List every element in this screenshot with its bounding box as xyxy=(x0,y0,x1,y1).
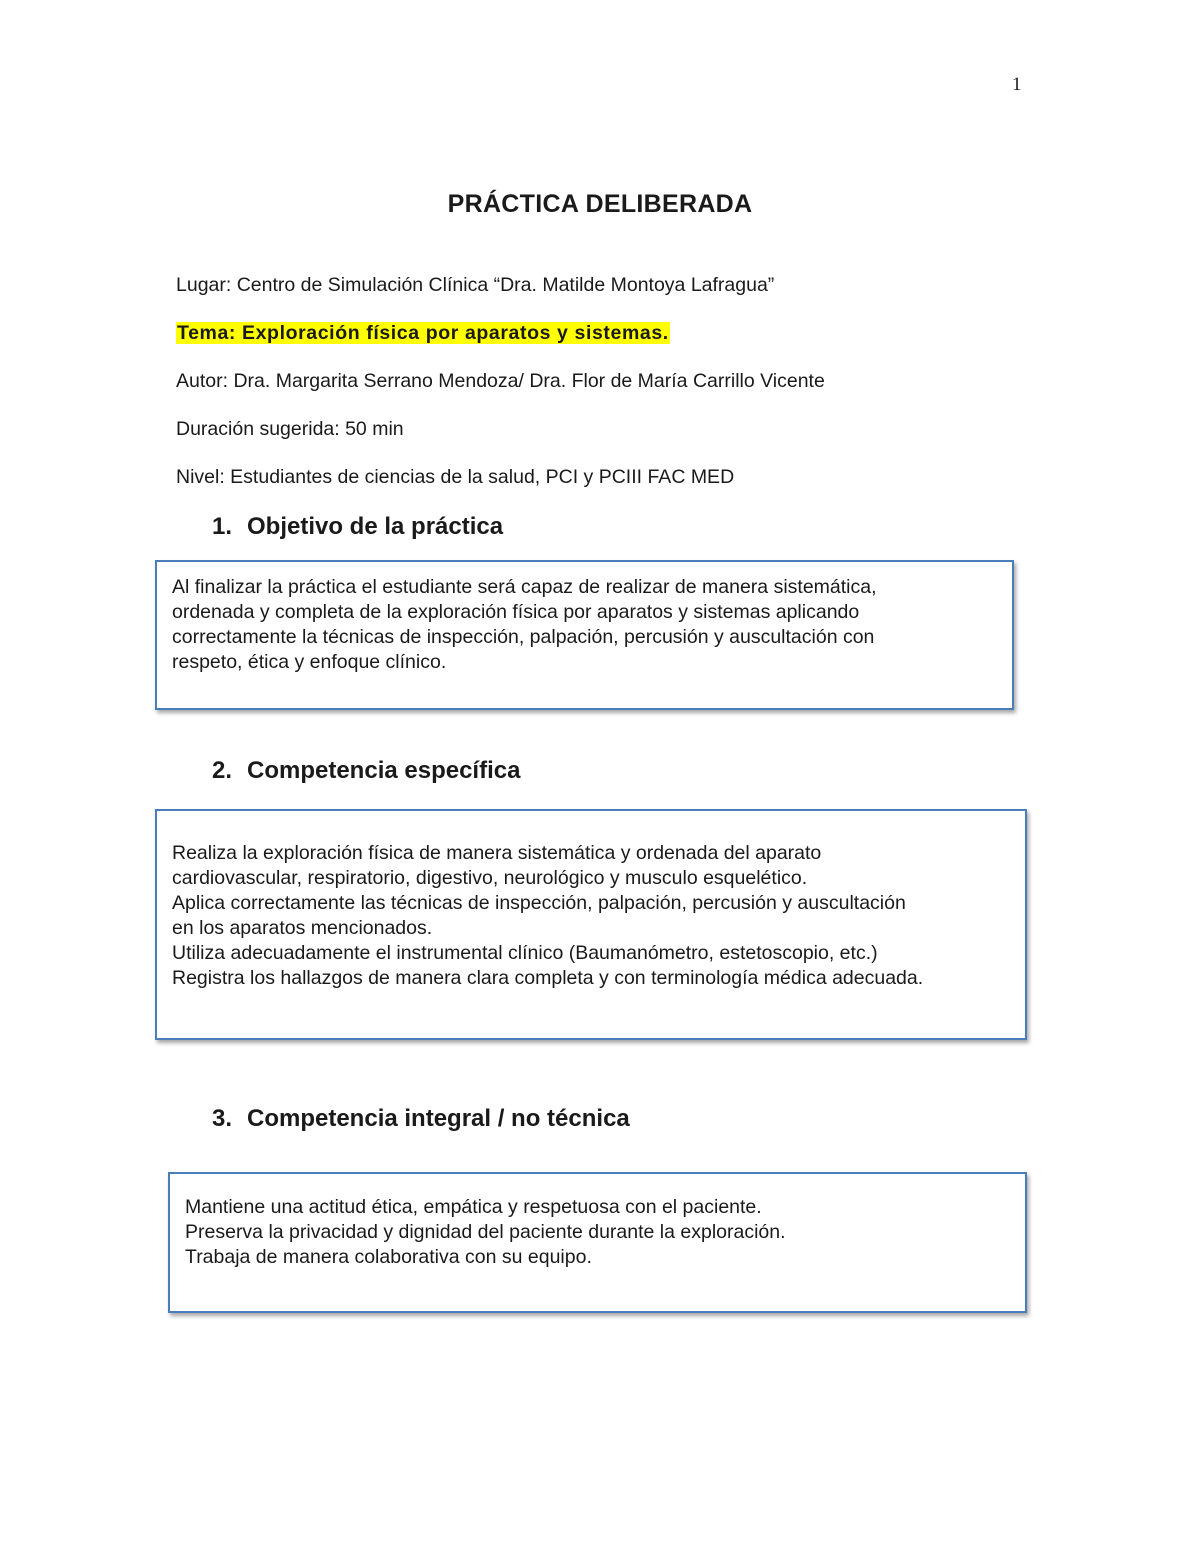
section-number: 1. xyxy=(212,513,233,540)
section-number: 3. xyxy=(212,1105,233,1132)
meta-duracion: Duración sugerida: 50 min xyxy=(176,418,404,440)
box-line: Registra los hallazgos de manera clara completa y con terminología médica adecuada. xyxy=(172,967,924,989)
box-line: en los aparatos mencionados. xyxy=(172,917,433,939)
section-title: Objetivo de la práctica xyxy=(247,513,504,540)
meta-tema-highlight: Tema: Exploración física por aparatos y sistemas. xyxy=(177,322,669,344)
box-line: cardiovascular, respiratorio, digestivo, neurológico y musculo esquelético. xyxy=(172,867,808,889)
section-title: Competencia integral / no técnica xyxy=(247,1105,630,1132)
competencia-especifica-box xyxy=(155,809,1027,1040)
box-line: ordenada y completa de la exploración física por aparatos y sistemas aplicando xyxy=(172,601,860,623)
box-line: Utiliza adecuadamente el instrumental clínico (Baumanómetro, estetoscopio, etc.) xyxy=(172,942,878,964)
meta-tema xyxy=(176,322,670,345)
section-heading-objetivo xyxy=(212,513,503,541)
competencia-integral-box xyxy=(168,1172,1027,1313)
document-title: PRÁCTICA DELIBERADA xyxy=(447,190,753,218)
section-heading-competencia-integral xyxy=(212,1105,630,1133)
meta-lugar: Lugar: Centro de Simulación Clínica “Dra. Matilde Montoya Lafragua” xyxy=(176,274,775,296)
box-line: Preserva la privacidad y dignidad del paciente durante la exploración. xyxy=(185,1221,786,1243)
page-number: 1 xyxy=(1012,74,1022,95)
section-title: Competencia específica xyxy=(247,757,521,784)
meta-autor: Autor: Dra. Margarita Serrano Mendoza/ Dra. Flor de María Carrillo Vicente xyxy=(176,370,825,392)
box-line: Al finalizar la práctica el estudiante será capaz de realizar de manera sistemática, xyxy=(172,576,877,598)
box-line: respeto, ética y enfoque clínico. xyxy=(172,651,447,673)
box-line: Trabaja de manera colaborativa con su equipo. xyxy=(185,1246,592,1268)
objetivo-box xyxy=(155,560,1014,710)
box-line: correctamente la técnicas de inspección, palpación, percusión y auscultación con xyxy=(172,626,875,648)
section-number: 2. xyxy=(212,757,233,784)
box-line: Realiza la exploración física de manera sistemática y ordenada del aparato xyxy=(172,842,822,864)
section-heading-competencia-especifica xyxy=(212,757,520,785)
box-line: Aplica correctamente las técnicas de inspección, palpación, percusión y auscultación xyxy=(172,892,906,914)
meta-nivel: Nivel: Estudiantes de ciencias de la salud, PCI y PCIII FAC MED xyxy=(176,466,735,488)
box-line: Mantiene una actitud ética, empática y respetuosa con el paciente. xyxy=(185,1196,762,1218)
